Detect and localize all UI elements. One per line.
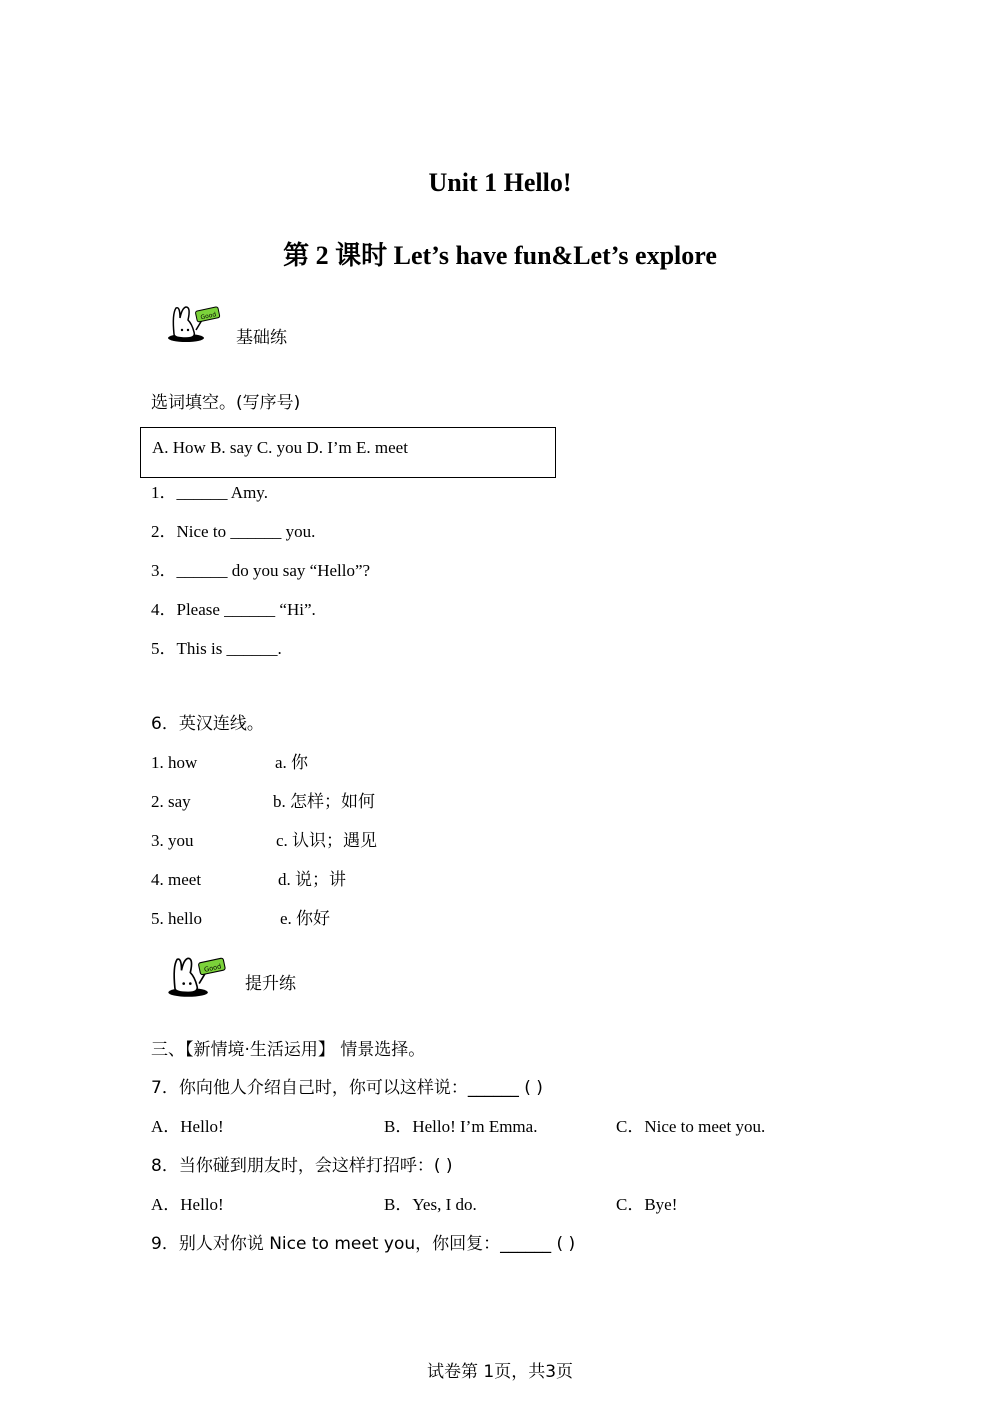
match-left-4: 4. meet: [151, 870, 202, 889]
q8-option-a: A．Hello!: [151, 1195, 224, 1214]
word-bank-text: A. How B. say C. you D. I’m E. meet: [152, 438, 408, 457]
question-7: 7．你向他人介绍自己时，你可以这样说：______ ( ): [151, 1078, 543, 1098]
match-left-3: 3. you: [151, 831, 194, 850]
question-4: 4．Please ______ “Hi”.: [151, 600, 316, 619]
bunny-good-icon: [166, 304, 224, 344]
match-left-1: 1. how: [151, 753, 198, 772]
word-bank-box: [140, 427, 556, 478]
q8-option-c: C．Bye!: [616, 1195, 678, 1214]
section-advanced-label: 提升练: [245, 974, 296, 994]
q8-option-b: B．Yes, I do.: [384, 1195, 477, 1214]
q7-option-a: A．Hello!: [151, 1117, 224, 1136]
part3-instruction: 三、【新情境·生活运用】 情景选择。: [151, 1040, 426, 1060]
match-right-a: a. 你: [275, 753, 309, 772]
question-2: 2．Nice to ______ you.: [151, 522, 316, 541]
section-basic-label: 基础练: [236, 328, 287, 348]
match-right-c: c. 认识；遇见: [276, 831, 378, 850]
svg-text:Good: Good: [199, 311, 217, 322]
q7-option-c: C．Nice to meet you.: [616, 1117, 766, 1136]
question-5: 5．This is ______.: [151, 639, 282, 658]
match-left-2: 2. say: [151, 792, 191, 811]
q7-option-b: B．Hello! I’m Emma.: [384, 1117, 538, 1136]
question-1: 1．______ Amy.: [151, 483, 268, 502]
match-left-5: 5. hello: [151, 909, 202, 928]
bunny-good-icon: [166, 955, 230, 999]
page-footer: 试卷第 1页，共3页: [426, 1362, 574, 1382]
match-right-b: b. 怎样；如何: [273, 792, 375, 811]
svg-text:Good: Good: [203, 962, 222, 974]
part1-instruction: 选词填空。(写序号): [151, 393, 301, 413]
lesson-subtitle: 第 2 课时 Let’s have fun&Let’s explore: [283, 241, 717, 270]
match-right-d: d. 说；讲: [278, 870, 346, 889]
question-3: 3．______ do you say “Hello”?: [151, 561, 371, 580]
question-9: 9．别人对你说 Nice to meet you，你回复：______ ( ): [151, 1234, 576, 1254]
question-8: 8．当你碰到朋友时，会这样打招呼：( ): [151, 1156, 453, 1176]
match-right-e: e. 你好: [280, 909, 331, 928]
page-title: Unit 1 Hello!: [428, 168, 572, 197]
part2-instruction: 6．英汉连线。: [151, 714, 264, 734]
